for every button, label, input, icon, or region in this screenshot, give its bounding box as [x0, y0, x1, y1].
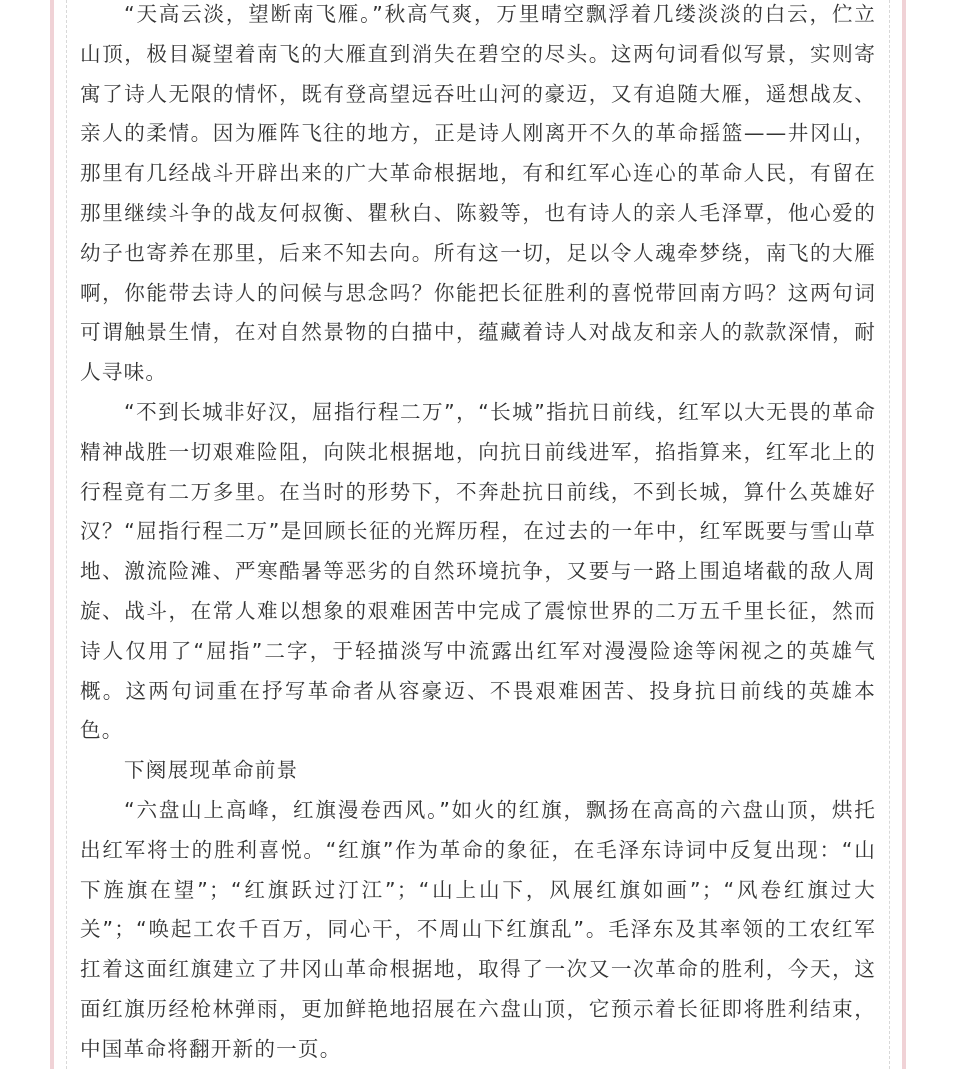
paragraph-red-flag: “六盘山上高峰，红旗漫卷西风。”如火的红旗，飘扬在高高的六盘山顶，烘托出红军将士的胜利喜悦。“红旗”作为革命的象征，在毛泽东诗词中反复出现：“山下旌旗在望”；“红旗跃过汀江”；“山上山下，风展红旗如画”；“风卷红旗过大关”；“唤起工农千百万，同心干，不周山下红旗乱”。毛泽东及其率领的工农红军扛着这面红旗建立了井冈山革命根据地，取得了一次又一次革命的胜利，今天，这面红旗历经枪林弹雨，更加鲜艳地招展在六盘山顶，它预示着长征即将胜利结束，中国革命将翻开新的一页。 — [80, 797, 876, 1061]
section-heading: 下阕展现革命前景 — [124, 758, 299, 783]
article-body — [80, 0, 876, 1070]
paragraph-sky-and-geese: “天高云淡，望断南飞雁。”秋高气爽，万里晴空飘浮着几缕淡淡的白云，伫立山顶，极目凝望着南飞的大雁直到消失在碧空的尽头。这两句词看似写景，实则寄寓了诗人无限的情怀，既有登高望远吞吐山河的豪迈，又有追随大雁，遥想战友、亲人的柔情。因为雁阵飞往的地方，正是诗人刚离开不久的革命摇篮——井冈山，那里有几经战斗开辟出来的广大革命根据地，有和红军心连心的革命人民，有留在那里继续斗争的战友何叔衡、瞿秋白、陈毅等，也有诗人的亲人毛泽覃，他心爱的幼子也寄养在那里，后来不知去向。所有这一切，足以令人魂牵梦绕，南飞的大雁啊，你能带去诗人的问候与思念吗？你能把长征胜利的喜悦带回南方吗？这两句词可谓触景生情，在对自然景物的白描中，蕴藏着诗人对战友和亲人的款款深情，耐人寻味。 — [80, 2, 876, 385]
paragraph-great-wall: “不到长城非好汉，屈指行程二万”，“长城”指抗日前线，红军以大无畏的革命精神战胜一切艰难险阻，向陕北根据地，向抗日前线进军，掐指算来，红军北上的行程竟有二万多里。在当时的形势下，不奔赴抗日前线，不到长城，算什么英雄好汉？“屈指行程二万”是回顾长征的光辉历程，在过去的一年中，红军既要与雪山草地、激流险滩、严寒酷暑等恶劣的自然环境抗争，又要与一路上围追堵截的敌人周旋、战斗，在常人难以想象的艰难困苦中完成了震惊世界的二万五千里长征，然而诗人仅用了“屈指”二字，于轻描淡写中流露出红军对漫漫险途等闲视之的英雄气概。这两句词重在抒写革命者从容豪迈、不畏艰难困苦、投身抗日前线的英雄本色。 — [80, 399, 876, 743]
